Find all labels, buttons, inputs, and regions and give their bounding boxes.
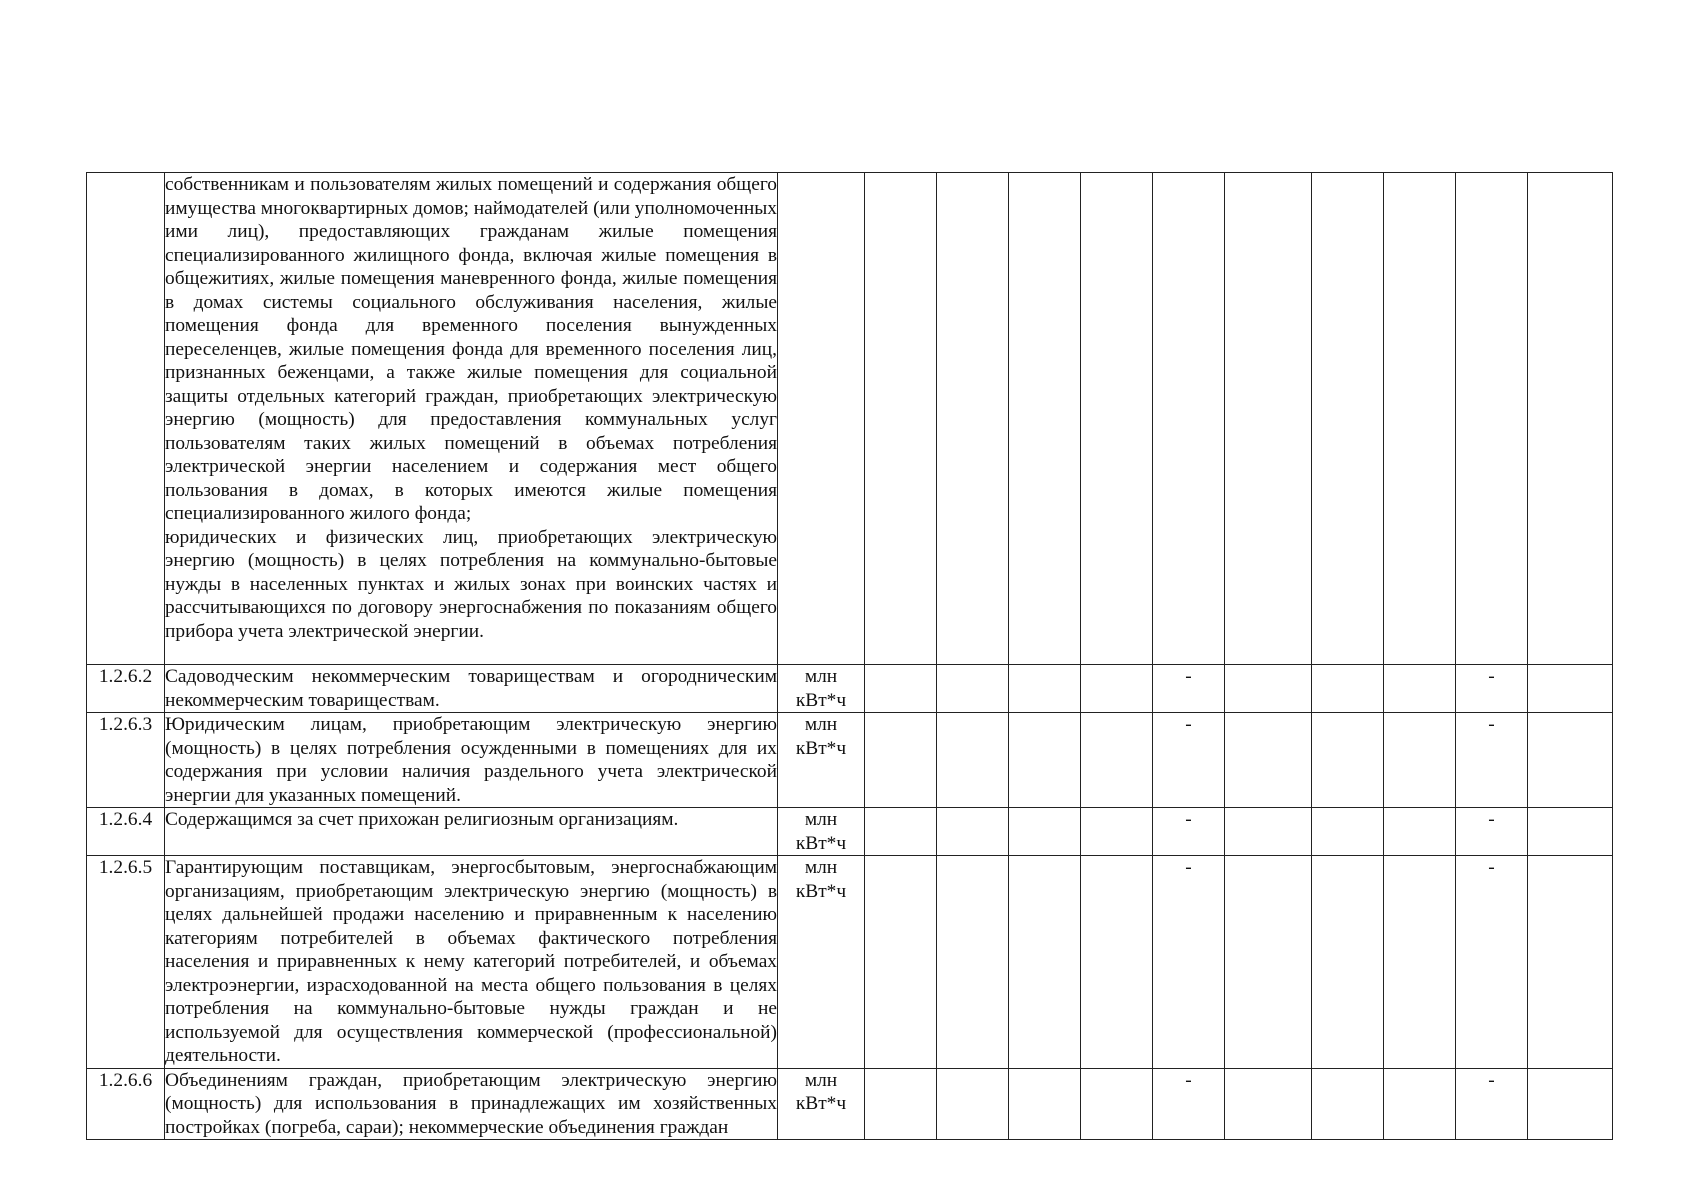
description-paragraph: собственникам и пользователям жилых помещений и содержания общего имущества многоквартирных домов; наймодателей (или уполномоченных ими лиц), предоставляющих гражданам жилые помещения специализированного жилищного фонда, включая жилые помещения в общежитиях, жилые помещения маневренного фонда, жилые помещения в домах системы социального обслуживания населения, жилые помещения фонда для временного поселения вынужденных переселенцев, жилые помещения фонда для временного поселения лиц, признанных беженцами, а также жилые помещения для социальной защиты отдельных категорий граждан, приобретающих электрическую энергию (мощность) для предоставления коммунальных услуг пользователям таких жилых помещений в объемах потребления электрической энергии населением и содержания мест общего пользования в домах, в которых имеются жилые помещения специализированного жилого фонда; <box>165 174 777 524</box>
value-cell <box>1225 1068 1312 1140</box>
row-number: 1.2.6.4 <box>87 808 165 856</box>
row-description <box>165 173 778 665</box>
row-unit <box>778 173 865 665</box>
value-cell <box>937 713 1009 808</box>
value-cell <box>1081 1068 1153 1140</box>
unit-line: млн <box>804 1069 838 1091</box>
value-cell <box>1009 808 1081 856</box>
data-table <box>86 172 1613 1140</box>
table-row <box>87 1068 1613 1140</box>
value-cell <box>1528 173 1613 665</box>
unit-line: кВт*ч <box>795 1093 847 1114</box>
table-row <box>87 808 1613 856</box>
value-cell <box>1384 713 1456 808</box>
dash-mark: - <box>1185 809 1192 830</box>
description-paragraph: Гарантирующим поставщикам, энергосбытовым, энергоснабжающим организациям, приобретающим электрическую энергию (мощность) в целях дальнейшей продажи населению и приравненным к населению категориям потребителей в объемах фактического потребления населения и приравненных к нему категорий потребителей, и объемах электроэнергии, израсходованной на места общего пользования в целях потребления на коммунально-бытовые нужды граждан и не используемой для осуществления коммерческой (профессиональной) деятельности. <box>165 857 777 1066</box>
unit-line: кВт*ч <box>795 737 847 759</box>
dash-mark: - <box>1488 809 1495 830</box>
description-paragraph: юридических и физических лиц, приобретающих электрическую энергию (мощность) в целях потребления на коммунально-бытовые нужды в населенных пунктах и жилых зонах при воинских частях и рассчитывающихся по договору энергоснабжения по показаниям общего прибора учета электрической энергии. <box>165 526 777 642</box>
unit-line: млн <box>804 809 838 830</box>
value-cell <box>865 173 937 665</box>
value-cell <box>865 713 937 808</box>
row-description <box>165 856 778 1069</box>
value-cell <box>1528 856 1613 1069</box>
value-cell <box>1225 713 1312 808</box>
row-unit <box>778 808 865 856</box>
value-cell <box>937 173 1009 665</box>
value-cell <box>1456 173 1528 665</box>
description-paragraph: Содержащимся за счет прихожан религиозным организациям. <box>165 809 679 830</box>
value-cell <box>1225 808 1312 856</box>
description-paragraph: Садоводческим некоммерческим товариществам и огородническим некоммерческим товариществам. <box>165 666 777 711</box>
value-cell <box>1081 856 1153 1069</box>
value-cell <box>865 1068 937 1140</box>
row-number: 1.2.6.5 <box>87 856 165 1069</box>
value-cell <box>1153 808 1225 856</box>
unit-line: кВт*ч <box>795 689 847 711</box>
value-cell <box>1153 665 1225 713</box>
row-description <box>165 808 778 856</box>
row-description <box>165 713 778 808</box>
dash-mark: - <box>1185 666 1192 687</box>
value-cell <box>865 808 937 856</box>
description-paragraph: Юридическим лицам, приобретающим электрическую энергию (мощность) в целях потребления осужденными в помещениях для их содержания при условии наличия раздельного учета электрической энергии для указанных помещений. <box>165 714 777 806</box>
value-cell <box>1081 808 1153 856</box>
value-cell <box>1009 1068 1081 1140</box>
unit-line: млн <box>804 714 838 735</box>
value-cell <box>1081 173 1153 665</box>
value-cell <box>937 665 1009 713</box>
value-cell <box>1312 808 1384 856</box>
dash-mark: - <box>1185 1069 1192 1091</box>
value-cell <box>1312 1068 1384 1140</box>
value-cell <box>1312 713 1384 808</box>
value-cell <box>1384 665 1456 713</box>
row-number: 1.2.6.3 <box>87 713 165 808</box>
row-description <box>165 665 778 713</box>
value-cell <box>1456 856 1528 1069</box>
value-cell <box>865 665 937 713</box>
dash-mark: - <box>1488 857 1495 878</box>
row-number: 1.2.6.6 <box>87 1068 165 1140</box>
value-cell <box>1528 808 1613 856</box>
value-cell <box>1153 713 1225 808</box>
table-row <box>87 713 1613 808</box>
row-number: 1.2.6.2 <box>87 665 165 713</box>
value-cell <box>1225 665 1312 713</box>
value-cell <box>1312 856 1384 1069</box>
value-cell <box>1456 713 1528 808</box>
value-cell <box>1225 173 1312 665</box>
dash-mark: - <box>1488 1069 1495 1091</box>
row-unit <box>778 856 865 1069</box>
row-unit <box>778 665 865 713</box>
value-cell <box>1528 665 1613 713</box>
unit-line: млн <box>804 857 838 878</box>
value-cell <box>1312 173 1384 665</box>
dash-mark: - <box>1488 714 1495 735</box>
unit-line: кВт*ч <box>795 832 847 854</box>
value-cell <box>1153 173 1225 665</box>
value-cell <box>1456 665 1528 713</box>
value-cell <box>1153 856 1225 1069</box>
table-row <box>87 856 1613 1069</box>
description-paragraph: Объединениям граждан, приобретающим электрическую энергию (мощность) для использования в принадлежащих им хозяйственных постройках (погреба, сараи); некоммерческие объединения граждан <box>165 1069 777 1138</box>
unit-line: млн <box>804 666 838 687</box>
value-cell <box>1081 665 1153 713</box>
unit-line: кВт*ч <box>795 880 847 902</box>
row-unit <box>778 713 865 808</box>
value-cell <box>1384 808 1456 856</box>
value-cell <box>1009 665 1081 713</box>
value-cell <box>1312 665 1384 713</box>
value-cell <box>937 1068 1009 1140</box>
row-number <box>87 173 165 665</box>
value-cell <box>1456 808 1528 856</box>
value-cell <box>937 808 1009 856</box>
dash-mark: - <box>1185 714 1192 735</box>
table-row <box>87 665 1613 713</box>
value-cell <box>1153 1068 1225 1140</box>
value-cell <box>1081 713 1153 808</box>
value-cell <box>1528 1068 1613 1140</box>
value-cell <box>1528 713 1613 808</box>
table-row <box>87 173 1613 665</box>
value-cell <box>1225 856 1312 1069</box>
dash-mark: - <box>1185 857 1192 878</box>
value-cell <box>937 856 1009 1069</box>
row-description <box>165 1068 778 1140</box>
value-cell <box>1384 856 1456 1069</box>
value-cell <box>1009 713 1081 808</box>
value-cell <box>1384 1068 1456 1140</box>
value-cell <box>865 856 937 1069</box>
value-cell <box>1456 1068 1528 1140</box>
value-cell <box>1009 856 1081 1069</box>
row-unit <box>778 1068 865 1140</box>
value-cell <box>1009 173 1081 665</box>
value-cell <box>1384 173 1456 665</box>
dash-mark: - <box>1488 666 1495 687</box>
